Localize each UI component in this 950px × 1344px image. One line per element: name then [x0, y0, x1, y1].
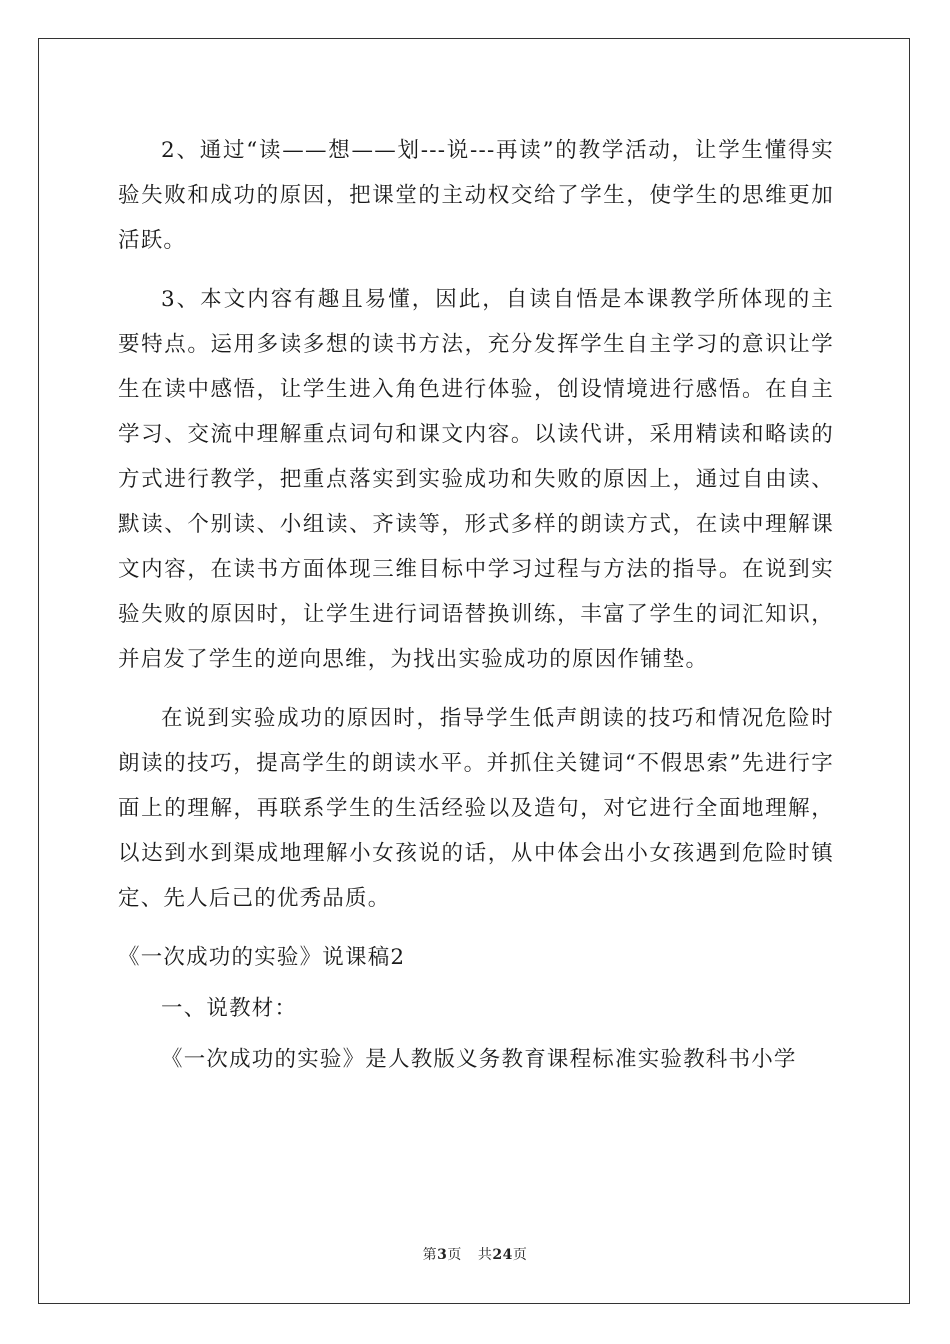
- paragraph-textbook-intro: 《一次成功的实验》是人教版义务教育课程标准实验教科书小学: [161, 1047, 797, 1072]
- section-heading: 一、说教材：: [161, 996, 298, 1021]
- document-body: [118, 128, 834, 1096]
- footer-total-pages: 24: [492, 1247, 513, 1263]
- footer-page-number: 3: [437, 1247, 448, 1263]
- footer-page-prefix: 第: [422, 1247, 438, 1263]
- footer-total-prefix: 共: [477, 1247, 493, 1263]
- paragraph-point-3: 3、本文内容有趣且易懂，因此，自读自悟是本课教学所体现的主要特点。运用多读多想的读书方法，充分发挥学生自主学习的意识让学生在读中感悟，让学生进入角色进行体验，创设情境进行感悟。在自主学习、交流中理解重点词句和课文内容。以读代讲，采用精读和略读的方式进行教学，把重点落实到实验成功和失败的原因上，通过自由读、默读、个别读、小组读、齐读等，形式多样的朗读方式，在读中理解课文内容，在读书方面体现三维目标中学习过程与方法的指导。在说到实验失败的原因时，让学生进行词语替换训练，丰富了学生的词汇知识，并启发了学生的逆向思维，为找出实验成功的原因作铺垫。: [118, 287, 834, 672]
- paragraph-point-2: 2、通过“读——想——划---说---再读”的教学活动，让学生懂得实验失败和成功的原因，把课堂的主动权交给了学生，使学生的思维更加活跃。: [118, 138, 834, 253]
- paragraph-success-reason: 在说到实验成功的原因时，指导学生低声朗读的技巧和情况危险时朗读的技巧，提高学生的朗读水平。并抓住关键词“不假思索”先进行字面上的理解，再联系学生的生活经验以及造句，对它进行全面地理解，以达到水到渠成地理解小女孩说的话，从中体会出小女孩遇到危险时镇定、先人后己的优秀品质。: [118, 706, 834, 911]
- footer-page-suffix: 页: [447, 1247, 462, 1263]
- page-footer: [0, 1244, 950, 1264]
- section-title: 《一次成功的实验》说课稿2: [118, 945, 406, 970]
- footer-total-suffix: 页: [512, 1247, 528, 1263]
